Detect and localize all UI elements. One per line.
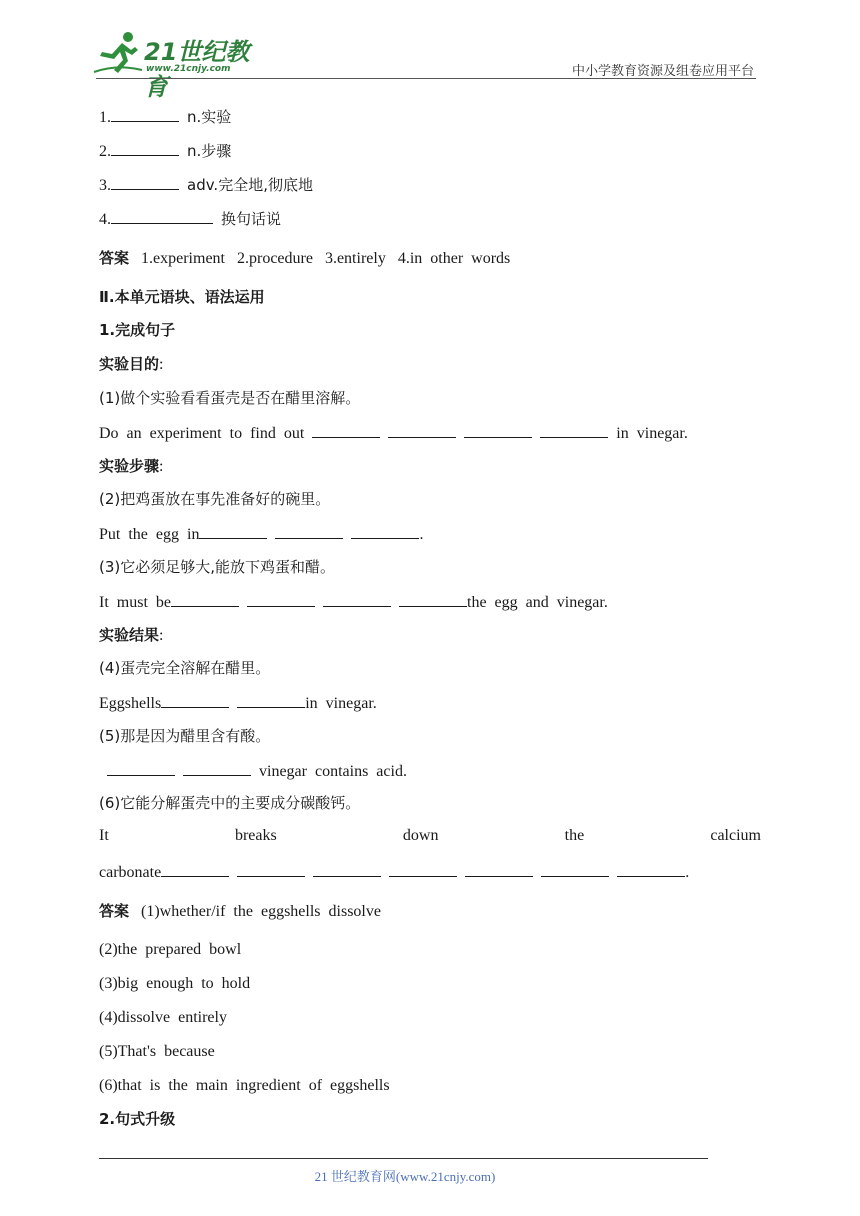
answer-blank[interactable] bbox=[399, 591, 467, 607]
sentence-text: in vinegar. bbox=[305, 695, 377, 712]
sentence-text: vinegar contains acid. bbox=[259, 763, 407, 780]
vocab-num: 2. bbox=[99, 143, 111, 160]
sentence-text: Do an experiment to find out bbox=[99, 425, 305, 442]
answer-item: 4.in other words bbox=[397, 250, 511, 267]
sentence-text: It must be bbox=[99, 594, 171, 611]
answer-blank[interactable] bbox=[111, 208, 213, 224]
answer-blank[interactable] bbox=[107, 760, 175, 776]
question-2-en bbox=[99, 523, 423, 545]
page-footer bbox=[0, 1166, 860, 1185]
logo-url: www.21cnjy.com bbox=[146, 64, 231, 74]
answer-blank[interactable] bbox=[465, 861, 533, 877]
answer-item: 3.entirely bbox=[324, 250, 386, 267]
footer-divider bbox=[99, 1158, 708, 1159]
vocab-item-3 bbox=[99, 174, 313, 196]
vocab-num: 3. bbox=[99, 177, 111, 194]
question-3-en bbox=[99, 591, 608, 613]
question-4-en bbox=[99, 692, 377, 714]
section-title: Ⅱ.本单元语块、语法运用 bbox=[99, 288, 265, 306]
sentence-text: . bbox=[685, 864, 690, 881]
vocab-meaning: 换句话说 bbox=[221, 210, 282, 228]
vocab-item-4 bbox=[99, 208, 281, 230]
answer-blank[interactable] bbox=[389, 861, 457, 877]
footer-text: 21 世纪教育网(www.21cnjy.com) bbox=[314, 1169, 496, 1184]
purpose-label: 实验目的 bbox=[99, 355, 160, 373]
answer-blank[interactable] bbox=[111, 140, 179, 156]
answer-section-1 bbox=[99, 248, 510, 269]
answer-blank[interactable] bbox=[237, 861, 305, 877]
colon: : bbox=[159, 627, 164, 644]
answer-blank[interactable] bbox=[171, 591, 239, 607]
answer-blank[interactable] bbox=[183, 760, 251, 776]
steps-label: 实验步骤 bbox=[99, 457, 160, 475]
answer-blank[interactable] bbox=[540, 422, 608, 438]
vocab-meaning: n.步骤 bbox=[187, 142, 232, 160]
answer-blank[interactable] bbox=[313, 861, 381, 877]
vocab-meaning: n.实验 bbox=[187, 108, 232, 126]
vocab-num: 1. bbox=[99, 109, 111, 126]
answer-line: (4)dissolve entirely bbox=[99, 1009, 227, 1026]
runner-logo-icon bbox=[92, 30, 144, 76]
subsection-title: 1.完成句子 bbox=[99, 321, 176, 339]
sentence-text: Put the egg in bbox=[99, 526, 200, 543]
answer-blank[interactable] bbox=[237, 692, 305, 708]
answer-blank[interactable] bbox=[111, 106, 179, 122]
question-2-cn: (2)把鸡蛋放在事先准备好的碗里。 bbox=[99, 490, 331, 508]
page-header bbox=[0, 0, 860, 101]
answer-blank[interactable] bbox=[161, 861, 229, 877]
answer-line: (6)that is the main ingredient of eggshells bbox=[99, 1077, 390, 1094]
answer-blank[interactable] bbox=[111, 174, 179, 190]
sentence-text: . bbox=[419, 526, 424, 543]
answer-section-2 bbox=[99, 901, 381, 922]
colon: : bbox=[159, 458, 164, 475]
answer-blank[interactable] bbox=[388, 422, 456, 438]
word: the bbox=[564, 827, 585, 844]
word: breaks bbox=[234, 827, 277, 844]
purpose-heading bbox=[99, 354, 163, 375]
question-5-en bbox=[99, 760, 407, 782]
answer-blank[interactable] bbox=[541, 861, 609, 877]
question-1-en bbox=[99, 422, 688, 444]
answer-blank[interactable] bbox=[247, 591, 315, 607]
answer-item: 1.experiment bbox=[141, 250, 225, 267]
vocab-item-1 bbox=[99, 106, 231, 128]
sentence-text: in vinegar. bbox=[616, 425, 688, 442]
result-heading bbox=[99, 625, 163, 646]
sentence-text: carbonate bbox=[99, 864, 162, 881]
vocab-num: 4. bbox=[99, 211, 111, 228]
question-3-cn: (3)它必须足够大,能放下鸡蛋和醋。 bbox=[99, 558, 336, 576]
answer-blank[interactable] bbox=[199, 523, 267, 539]
word: calcium bbox=[710, 827, 761, 844]
answer-line: (5)That's because bbox=[99, 1043, 215, 1060]
answer-label: 答案 bbox=[99, 249, 130, 267]
result-label: 实验结果 bbox=[99, 626, 160, 644]
colon: : bbox=[159, 356, 164, 373]
sentence-text: Eggshells bbox=[99, 695, 162, 712]
vocab-item-2 bbox=[99, 140, 231, 162]
sentence-text: the egg and vinegar. bbox=[467, 594, 608, 611]
site-logo bbox=[92, 30, 262, 101]
header-divider bbox=[96, 78, 756, 79]
answer-blank[interactable] bbox=[351, 523, 419, 539]
answer-line: (2)the prepared bowl bbox=[99, 941, 242, 958]
answer-blank[interactable] bbox=[464, 422, 532, 438]
steps-heading bbox=[99, 456, 163, 477]
answer-line: (3)big enough to hold bbox=[99, 975, 251, 992]
question-6-en-line2 bbox=[99, 861, 689, 883]
answer-blank[interactable] bbox=[275, 523, 343, 539]
subsection-title-2: 2.句式升级 bbox=[99, 1110, 176, 1128]
answer-blank[interactable] bbox=[161, 692, 229, 708]
question-5-cn: (5)那是因为醋里含有酸。 bbox=[99, 727, 271, 745]
word: It bbox=[99, 827, 109, 844]
question-6-cn: (6)它能分解蛋壳中的主要成分碳酸钙。 bbox=[99, 794, 361, 812]
answer-item: (1)whether/if the eggshells dissolve bbox=[141, 903, 381, 920]
logo-text: 21世纪教育 bbox=[144, 38, 250, 101]
platform-name: 中小学教育资源及组卷应用平台 bbox=[571, 64, 754, 79]
answer-blank[interactable] bbox=[617, 861, 685, 877]
answer-blank[interactable] bbox=[323, 591, 391, 607]
answer-item: 2.procedure bbox=[236, 250, 313, 267]
answer-blank[interactable] bbox=[312, 422, 380, 438]
word: down bbox=[402, 827, 439, 844]
question-6-en-line1 bbox=[99, 826, 761, 846]
question-1-cn: (1)做个实验看看蛋壳是否在醋里溶解。 bbox=[99, 389, 361, 407]
question-4-cn: (4)蛋壳完全溶解在醋里。 bbox=[99, 659, 271, 677]
vocab-meaning: adv.完全地,彻底地 bbox=[187, 176, 313, 194]
answer-label: 答案 bbox=[99, 902, 130, 920]
